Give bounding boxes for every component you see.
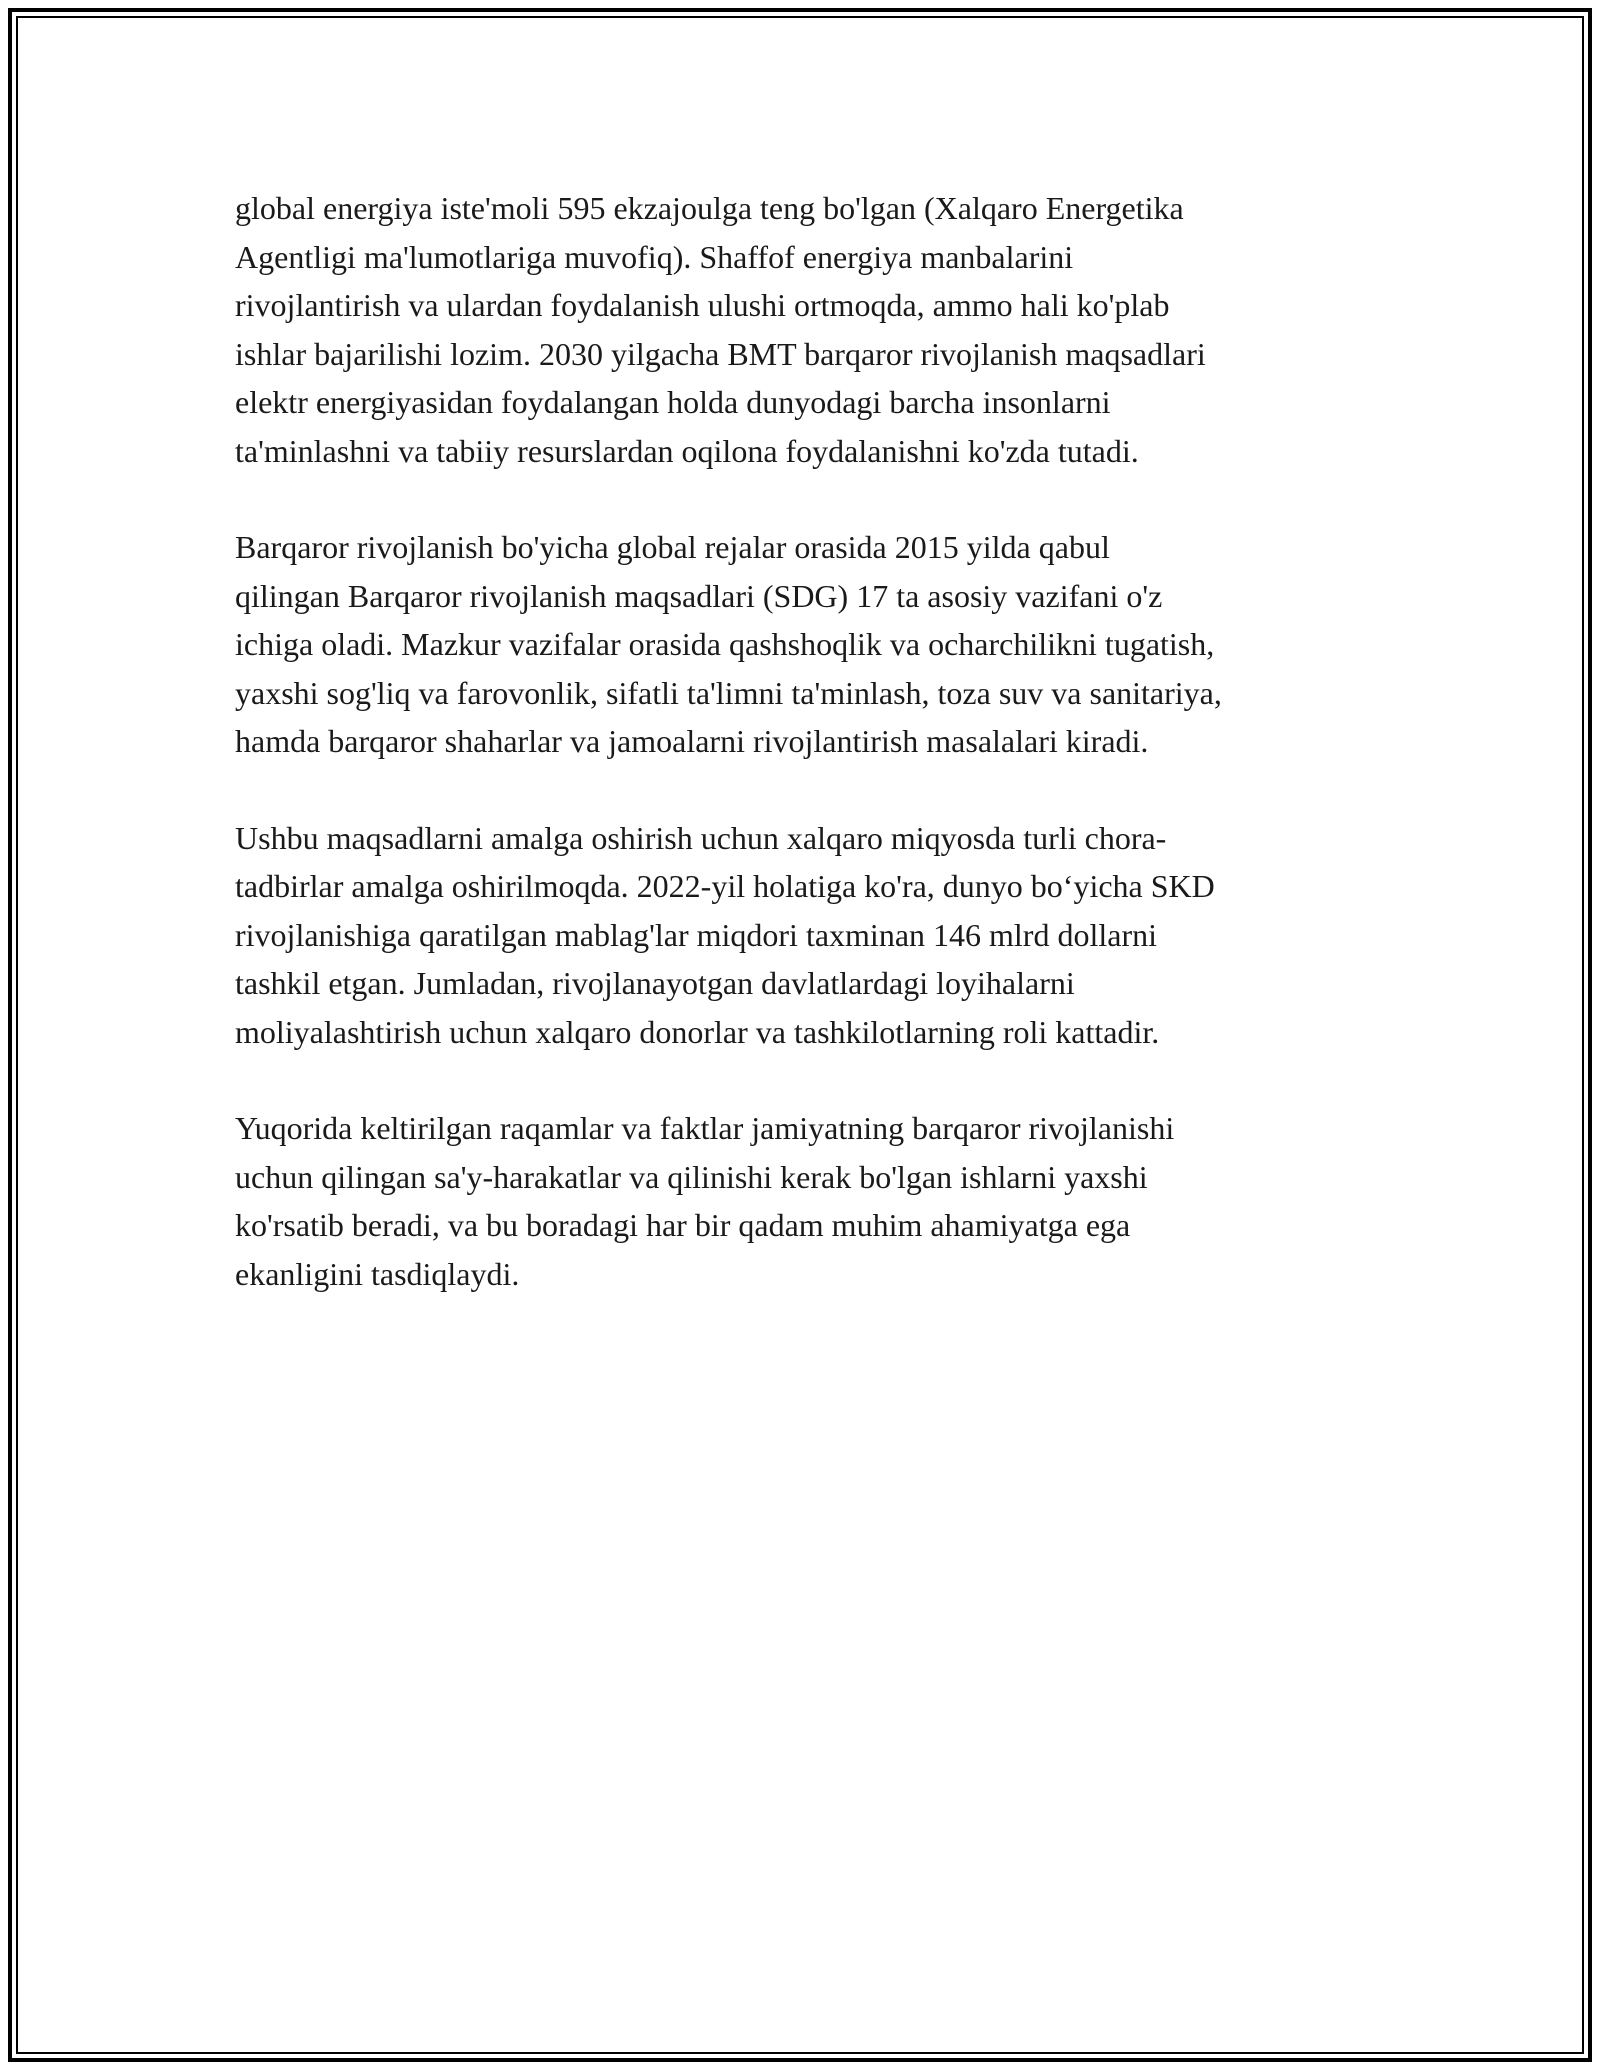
paragraph-conclusion: Yuqorida keltirilgan raqamlar va faktlar jamiyatning barqaror rivojlanishi uchun qilingan sa'y-harakatlar va qilinishi kerak bo'lgan ishlarni yaxshi ko'rsatib beradi, va bu boradagi har bir qadam muhim ahamiyatga ega ekanligini tasdiqlaydi. xyxy=(235,1110,1175,1292)
document-body xyxy=(235,184,1375,1346)
paragraph-sdg-goals: Barqaror rivojlanish bo'yicha global rejalar orasida 2015 yilda qabul qilingan Barqaror rivojlanish maqsadlari (SDG) 17 ta asosiy vazifani o'z ichiga oladi. Mazkur vazifalar orasida qashshoqlik va ocharchilikni tugatish, yaxshi sog'liq va farovonlik, sifatli ta'limni ta'minlash, toza suv va sanitariya, hamda barqaror shaharlar va jamoalarni rivojlantirish masalalari kiradi. xyxy=(235,529,1222,759)
paragraph-energy-consumption: global energiya iste'moli 595 ekzajoulga teng bo'lgan (Xalqaro Energetika Agentligi ma'lumotlariga muvofiq). Shaffof energiya manbalarini rivojlantirish va ulardan foydalanish ulushi ortmoqda, ammo hali ko'plab ishlar bajarilishi lozim. 2030 yilgacha BMT barqaror rivojlanish maqsadlari elektr energiyasidan foydalangan holda dunyodagi barcha insonlarni ta'minlashni va tabiiy resurslardan oqilona foydalanishni ko'zda tutadi. xyxy=(235,190,1206,469)
paragraph-funding: Ushbu maqsadlarni amalga oshirish uchun xalqaro miqyosda turli chora- tadbirlar amalga oshirilmoqda. 2022-yil holatiga ko'ra, dunyo bo‘yicha SKD rivojlanishiga qaratilgan mablag'lar miqdori taxminan 146 mlrd dollarni tashkil etgan. Jumladan, rivojlanayotgan davlatlardagi loyihalarni moliyalashtirish uchun xalqaro donorlar va tashkilotlarning roli kattadir. xyxy=(235,819,1215,1050)
